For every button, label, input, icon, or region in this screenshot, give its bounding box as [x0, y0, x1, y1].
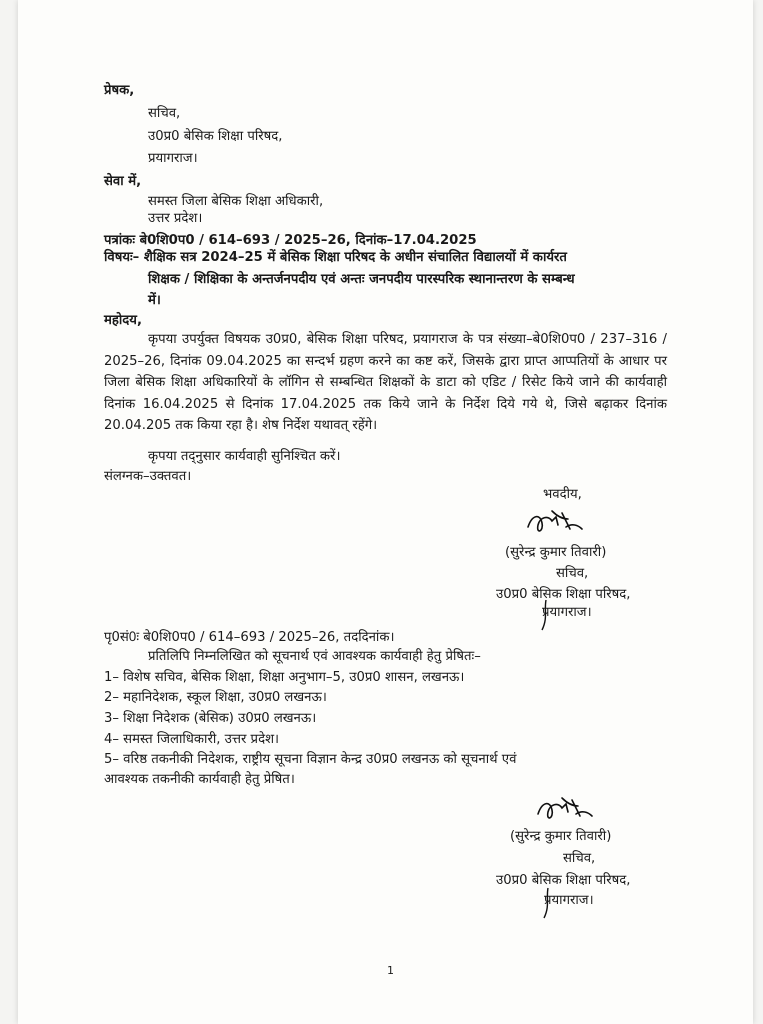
signatory-2-designation: सचिव, — [563, 851, 596, 866]
closing: भवदीय, — [543, 487, 582, 502]
recipient-heading: सेवा में, — [104, 174, 142, 189]
page-number: 1 — [387, 964, 394, 977]
recipient-state: उत्तर प्रदेश। — [148, 211, 203, 226]
copy-item-1: 1– विशेष सचिव, बेसिक शिक्षा, शिक्षा अनुभाग–5, उ0प्र0 शासन, लखनऊ। — [104, 670, 465, 685]
signatory-designation: सचिव, — [556, 566, 589, 581]
endorsement-number: पृ0सं0ः बे0शि0प0 / 614–693 / 2025–26, तददिनांक। — [104, 630, 395, 645]
salutation: महोदय, — [104, 313, 142, 328]
signatory-city: प्रयागराज। — [542, 605, 592, 620]
copy-item-5-line-2: आवश्यक तकनीकी कार्यवाही हेतु प्रेषित। — [104, 772, 295, 787]
copy-item-5-line-1: 5– वरिष्ठ तकनीकी निदेशक, राष्ट्रीय सूचना विज्ञान केन्द्र उ0प्र0 लखनऊ को सूचनार्थ एवं — [104, 752, 517, 767]
subject-line-3: में। — [148, 293, 161, 308]
sender-office: उ0प्र0 बेसिक शिक्षा परिषद, — [148, 129, 283, 144]
copy-item-4: 4– समस्त जिलाधिकारी, उत्तर प्रदेश। — [104, 732, 280, 747]
body-paragraph: कृपया उपर्युक्त विषयक उ0प्र0, बेसिक शिक्षा परिषद, प्रयागराज के पत्र संख्या–बे0शि0प0 / 237–316 / 2025–26, दिनांक 09.04.2025 का सन्दर्भ ग्रहण करने का कष्ट करें, जिसके द्वारा प्राप्त आप्पतियों के आधार पर जिला बेसिक शिक्षा अधिकारियों के लॉगिन से सम्बन्धित शिक्षकों के डाटा को एडिट / रिसेट किये जाने की कार्यवाही दिनांक 16.04.2025 से दिनांक 17.04.2025 तक किये जाने के निर्देश दिये गये थे, जिसे बढ़ाकर दिनांक 20.04.205 तक किया रहा है। शेष निर्देश यथावत् रहेंगे। — [104, 332, 667, 433]
signatory-name: (सुरेन्द्र कुमार तिवारी) — [505, 545, 607, 560]
signature-tail-mark — [538, 598, 552, 632]
sender-heading: प्रेषक, — [104, 83, 135, 98]
signatory-2-name: (सुरेन्द्र कुमार तिवारी) — [510, 829, 612, 844]
action-line: कृपया तद्नुसार कार्यवाही सुनिश्चित करें। — [148, 449, 341, 464]
subject-line-1: विषयः– शैक्षिक सत्र 2024–25 में बेसिक शिक्षा परिषद के अधीन संचालित विद्यालयों में कार्यरत — [104, 250, 567, 265]
copy-item-3: 3– शिक्षा निदेशक (बेसिक) उ0प्र0 लखनऊ। — [104, 711, 317, 726]
copy-item-2: 2– महानिदेशक, स्कूल शिक्षा, उ0प्र0 लखनऊ। — [104, 690, 327, 705]
letter-page — [18, 0, 753, 1024]
enclosure-note: संलग्नक–उक्तवत। — [104, 469, 192, 484]
signatory-office: उ0प्र0 बेसिक शिक्षा परिषद, — [496, 587, 631, 602]
letter-number: पत्रांकः बे0शि0प0 / 614–693 / 2025–26, दिनांक–17.04.2025 — [104, 233, 477, 248]
endorsement-intro: प्रतिलिपि निम्नलिखित को सूचनार्थ एवं आवश्यक कार्यवाही हेतु प्रेषितः– — [148, 649, 481, 664]
signature-image — [532, 790, 600, 832]
subject-line-2: शिक्षक / शिक्षिका के अन्तर्जनपदीय एवं अन्तः जनपदीय पारस्परिक स्थानान्तरण के सम्बन्ध — [148, 272, 575, 287]
signatory-2-city: प्रयागराज। — [544, 893, 594, 908]
sender-designation: सचिव, — [148, 106, 181, 121]
signature-image — [522, 505, 590, 545]
signatory-2-office: उ0प्र0 बेसिक शिक्षा परिषद, — [496, 873, 631, 888]
signature-tail-mark — [540, 886, 554, 920]
recipient-designation: समस्त जिला बेसिक शिक्षा अधिकारी, — [148, 194, 324, 209]
sender-city: प्रयागराज। — [148, 151, 198, 166]
